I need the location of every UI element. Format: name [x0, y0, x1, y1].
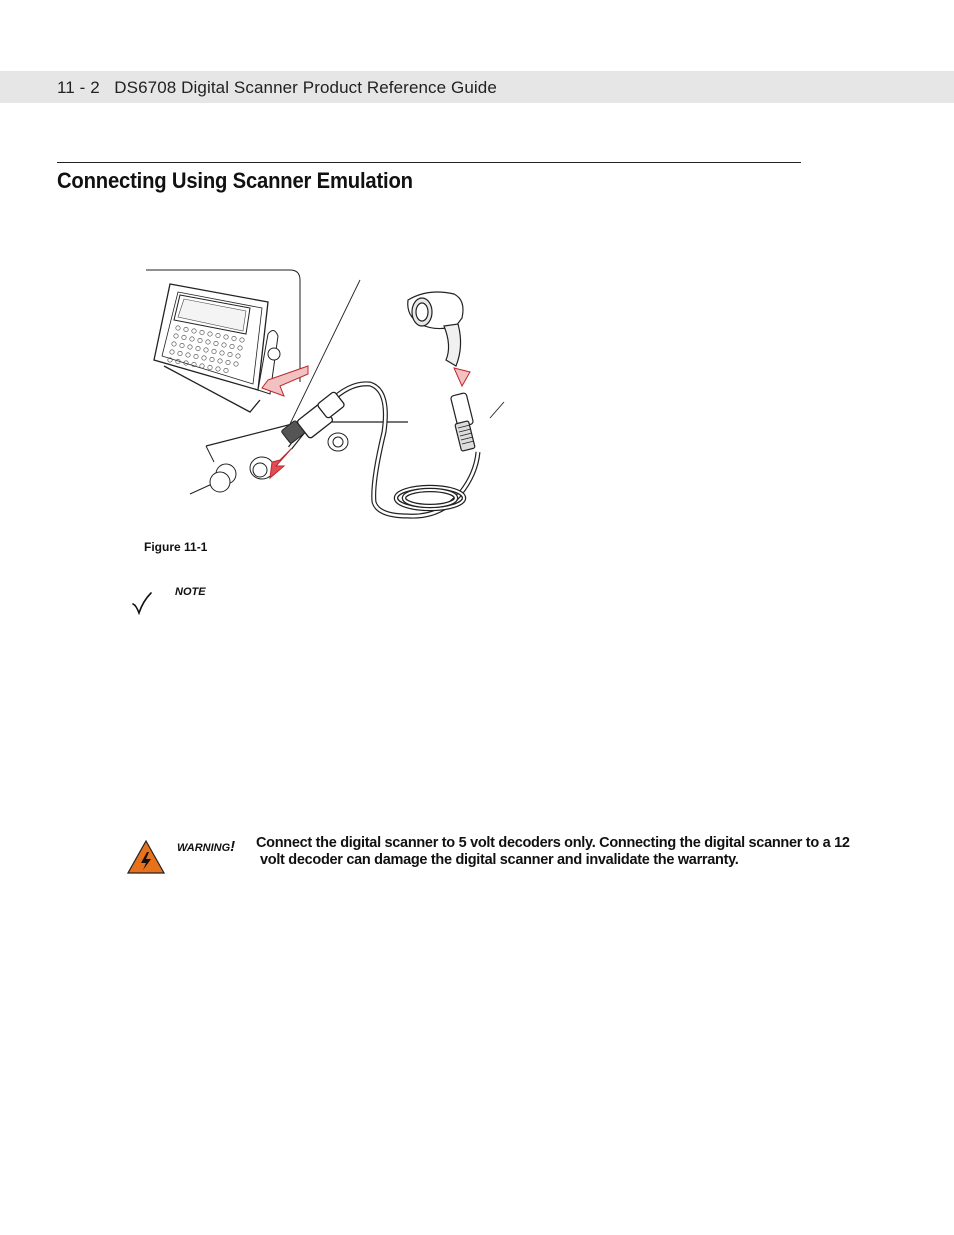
connection-figure [140, 262, 520, 532]
page-header [0, 71, 954, 103]
warning-text [256, 835, 896, 869]
guide-title: DS6708 Digital Scanner Product Reference Guide [114, 78, 497, 97]
terminal-illustration [154, 284, 280, 412]
warning-triangle-icon [127, 840, 165, 874]
warning-line-1: Connect the digital scanner to 5 volt decoders only. Connecting the digital scanner to a 12 [256, 835, 850, 851]
section-title: Connecting Using Scanner Emulation [57, 168, 413, 193]
note-label: NOTE [175, 586, 206, 598]
cable-illustration [281, 280, 504, 516]
figure-caption: Figure 11-1 [144, 540, 208, 554]
section-rule [57, 162, 801, 163]
warning-line-2: volt decoder can damage the digital scanner and invalidate the warranty. [260, 852, 739, 868]
checkmark-icon [131, 591, 153, 615]
header-text [57, 78, 497, 98]
page-number: 11 - 2 [57, 78, 100, 97]
warning-label: WARNING! [177, 838, 236, 855]
